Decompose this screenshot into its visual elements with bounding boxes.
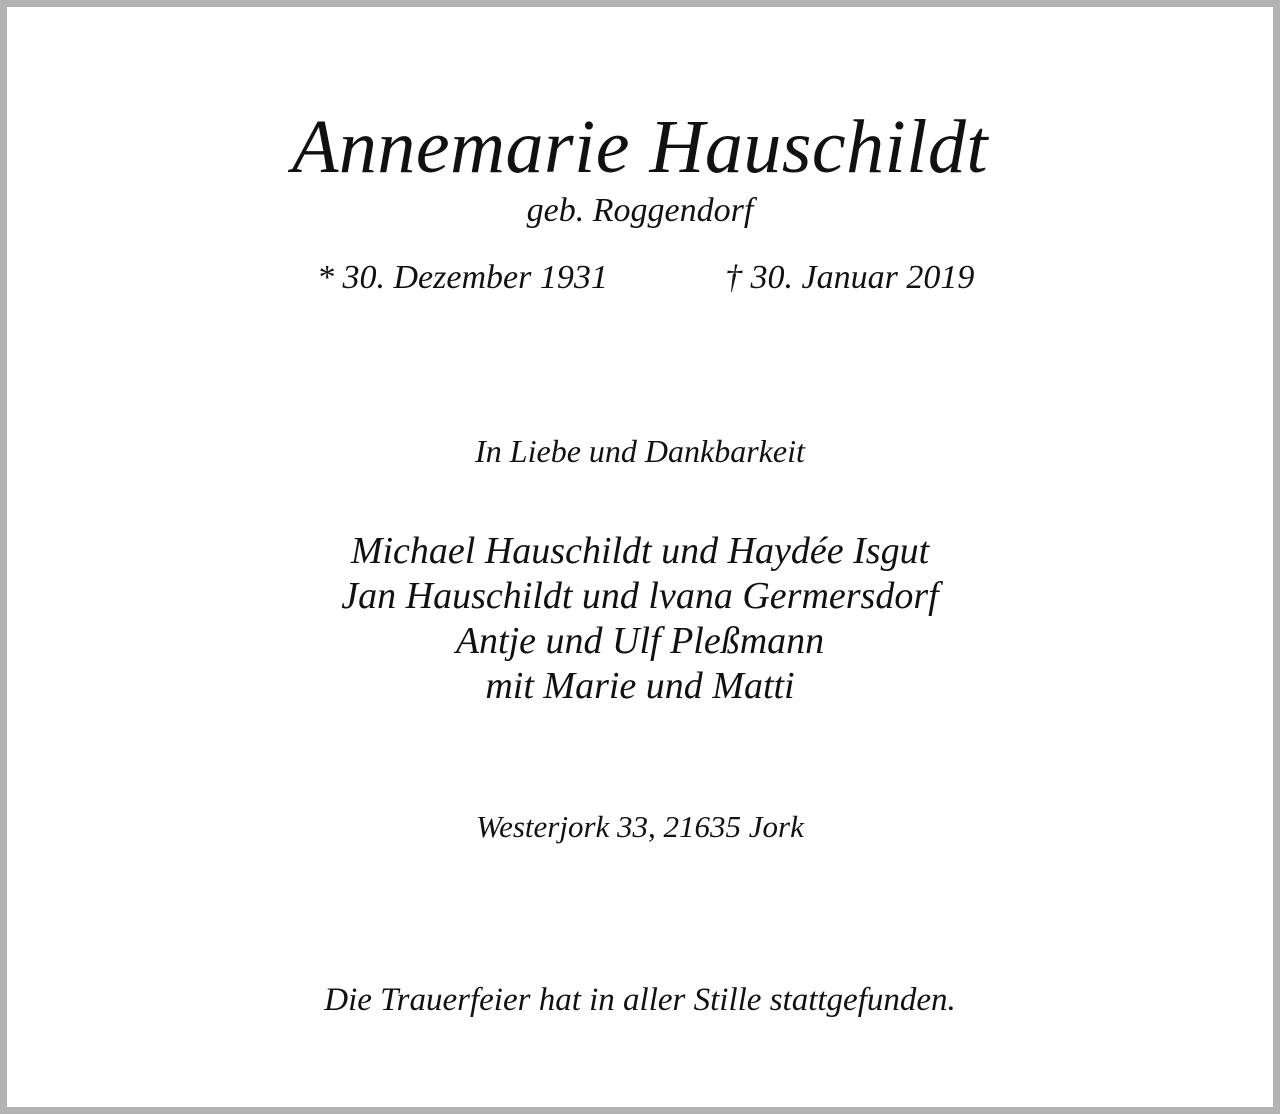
- dedication-line: In Liebe und Dankbarkeit: [475, 433, 805, 469]
- maiden-name: geb. Roggendorf: [526, 192, 754, 229]
- mourner-line: mit Marie und Matti: [485, 665, 795, 707]
- deceased-name: Annemarie Hauschildt: [291, 105, 988, 189]
- mourners-address: Westerjork 33, 21635 Jork: [476, 809, 804, 844]
- mourner-line: Michael Hauschildt und Haydée Isgut: [350, 530, 930, 572]
- mourner-line: Jan Hauschildt und lvana Germersdorf: [341, 575, 939, 617]
- funeral-note: Die Trauerfeier hat in aller Stille stattgefunden.: [324, 982, 956, 1018]
- mourner-line: Antje und Ulf Pleßmann: [455, 620, 825, 662]
- birth-date: * 30. Dezember 1931: [317, 259, 608, 296]
- death-date: † 30. Januar 2019: [725, 259, 975, 296]
- mourners-list: [7, 529, 1273, 709]
